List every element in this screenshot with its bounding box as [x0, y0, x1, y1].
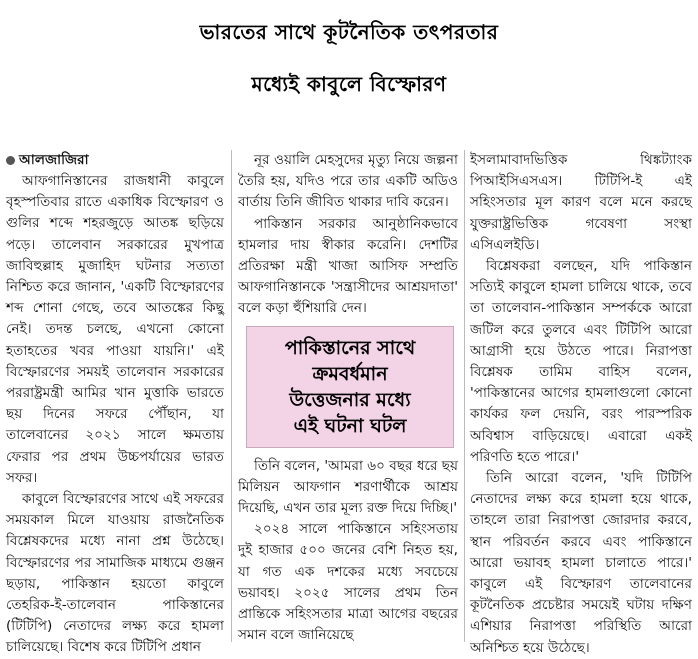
paragraph: তিনি বলেন, 'আমরা ৬০ বছর ধরে ছয় মিলিয়ন আফগান শরণার্থীকে আশ্রয় দিয়েছি, এখন তার মূল্য রক্ত দিয়ে দিচ্ছি।' — [238, 457, 458, 517]
column-divider-1 — [231, 150, 232, 642]
source-name: আলজাজিরা — [19, 151, 89, 168]
paragraph: তিনি আরো বলেন, 'যদি টিটিপি নেতাদের লক্ষ্য করে হামলা হয়ে থাকে, তাহলে তারা নিরাপত্তা জোরদার করবে, স্থান পরিবর্তন করবে এবং পাকিস্তানে আরো ভয়াবহ হামলা চালাতে পারে।' কাবুলে এই বিস্ফোরণ তালেবানের কূটনৈতিক প্রচেষ্টার সময়েই ঘটায় দক্ষিণ এশিয়ার নিরাপত্তা পরিস্থিতি আরো অনিশ্চিত হয়ে উঠেছে। — [470, 470, 692, 656]
headline-line-2: মধ্যেই কাবুলে বিস্ফোরণ — [251, 72, 447, 96]
headline — [0, 6, 698, 110]
headline-line-1: ভারতের সাথে কূটনৈতিক তৎপরতার — [199, 20, 499, 44]
pull-quote — [246, 326, 454, 448]
paragraph: কাবুলে বিস্ফোরণের সাথে এই সফরের সময়কাল মিলে যাওয়ায় রাজনৈতিক বিশ্লেষকদের মধ্যে নানা প্রশ্ন উঠেছে। বিস্ফোরণের পর সামাজিক মাধ্যমে গুঞ্জন ছড়ায়, পাকিস্তান হয়তো কাবুলে তেহরিক-ই-তালেবান পাকিস্তানের (টিটিপি) নেতাদের লক্ষ্য করে হামলা চালিয়েছে। বিশেষ করে টিটিপি প্রধান — [6, 491, 224, 656]
paragraph: ২০২৪ সালে পাকিস্তানে সহিংসতায় দুই হাজার ৫০০ জনের বেশি নিহত হয়, যা গত এক দশকের মধ্যে সবচেয়ে ভয়াবহ। ২০২৫ সালের প্রথম তিন প্রান্তিকে সহিংসতার মাত্রা আগের বছরের সমান বলে জানিয়েছে — [238, 521, 458, 644]
pull-quote-line: ক্রমবর্ধমান — [312, 362, 388, 385]
paragraph: ইসলামাবাদভিত্তিক থিঙ্কট্যাংক পিআইসিএসএস। টিটিপি-ই এই সহিংসতার মূল কারণ বলে মনে করছে যুক্তরাষ্ট্রভিত্তিক গবেষণা সংস্থা এসিএলইডি। — [470, 152, 692, 253]
paragraph: নূর ওয়ালি মেহসুদের মৃত্যু নিয়ে জল্পনা তৈরি হয়, যদিও পরে তার একটি অডিও বার্তায় তিনি জীবিত থাকার দাবি করেন। — [238, 152, 458, 211]
bullet-icon — [6, 156, 15, 165]
pull-quote-line: এই ঘটনা ঘটল — [293, 414, 407, 437]
source-credit — [6, 150, 224, 171]
column-divider-2 — [464, 150, 465, 642]
article-column-1 — [6, 150, 224, 656]
article-column-2 — [238, 150, 458, 642]
paragraph: বিশ্লেষকরা বলছেন, যদি পাকিস্তান সত্যিই কাবুলে হামলা চালিয়ে থাকে, তবে তা তালেবান-পাকিস্তান সম্পর্ককে আরো জটিল করে তুলবে এবং টিটিপি আরো আগ্রাসী হয়ে উঠতে পারে। নিরাপত্তা বিশ্লেষক তামিম বাহিস বলেন, 'পাকিস্তানের আগের হামলাগুলো কোনো কার্যকর ফল দেয়নি, বরং পারস্পরিক অবিশ্বাস বাড়িয়েছে। এবারো একই পরিণতি হতে পারে।' — [470, 258, 692, 465]
article-column-3 — [470, 150, 692, 656]
pull-quote-line: উত্তেজনার মধ্যে — [289, 388, 411, 411]
paragraph: পাকিস্তান সরকার আনুষ্ঠানিকভাবে হামলার দায় স্বীকার করেনি। দেশটির প্রতিরক্ষা মন্ত্রী খাজা আসিফ সম্প্রতি আফগানিস্তানকে 'সন্ত্রাসীদের আশ্রয়দাতা' বলে কড়া হুঁশিয়ারি দেন। — [238, 215, 458, 317]
paragraph: আফগানিস্তানের রাজধানী কাবুলে বৃহস্পতিবার রাতে একাধিক বিস্ফোরণ ও গুলির শব্দে শহরজুড়ে আতঙ্ক ছড়িয়ে পড়ে। তালেবান সরকারের মুখপাত্র জাবিহুল্লাহ মুজাহিদ ঘটনার সত্যতা নিশ্চিত করে জানান, 'একটি বিস্ফোরণের শব্দ শোনা গেছে, তবে আতঙ্কের কিছু নেই। তদন্ত চলছে, এখনো কোনো হতাহতের খবর পাওয়া যায়নি।' এই বিস্ফোরণের সময়ই তালেবান সরকারের পররাষ্ট্রমন্ত্রী আমির খান মুত্তাকি ভারতে ছয় দিনের সফরে পৌঁছান, যা তালেবানের ২০২১ সালে ক্ষমতায় ফেরার পর প্রথম উচ্চপর্যায়ের ভারত সফর। — [6, 173, 224, 486]
pull-quote-line: পাকিস্তানের সাথে — [284, 336, 416, 359]
